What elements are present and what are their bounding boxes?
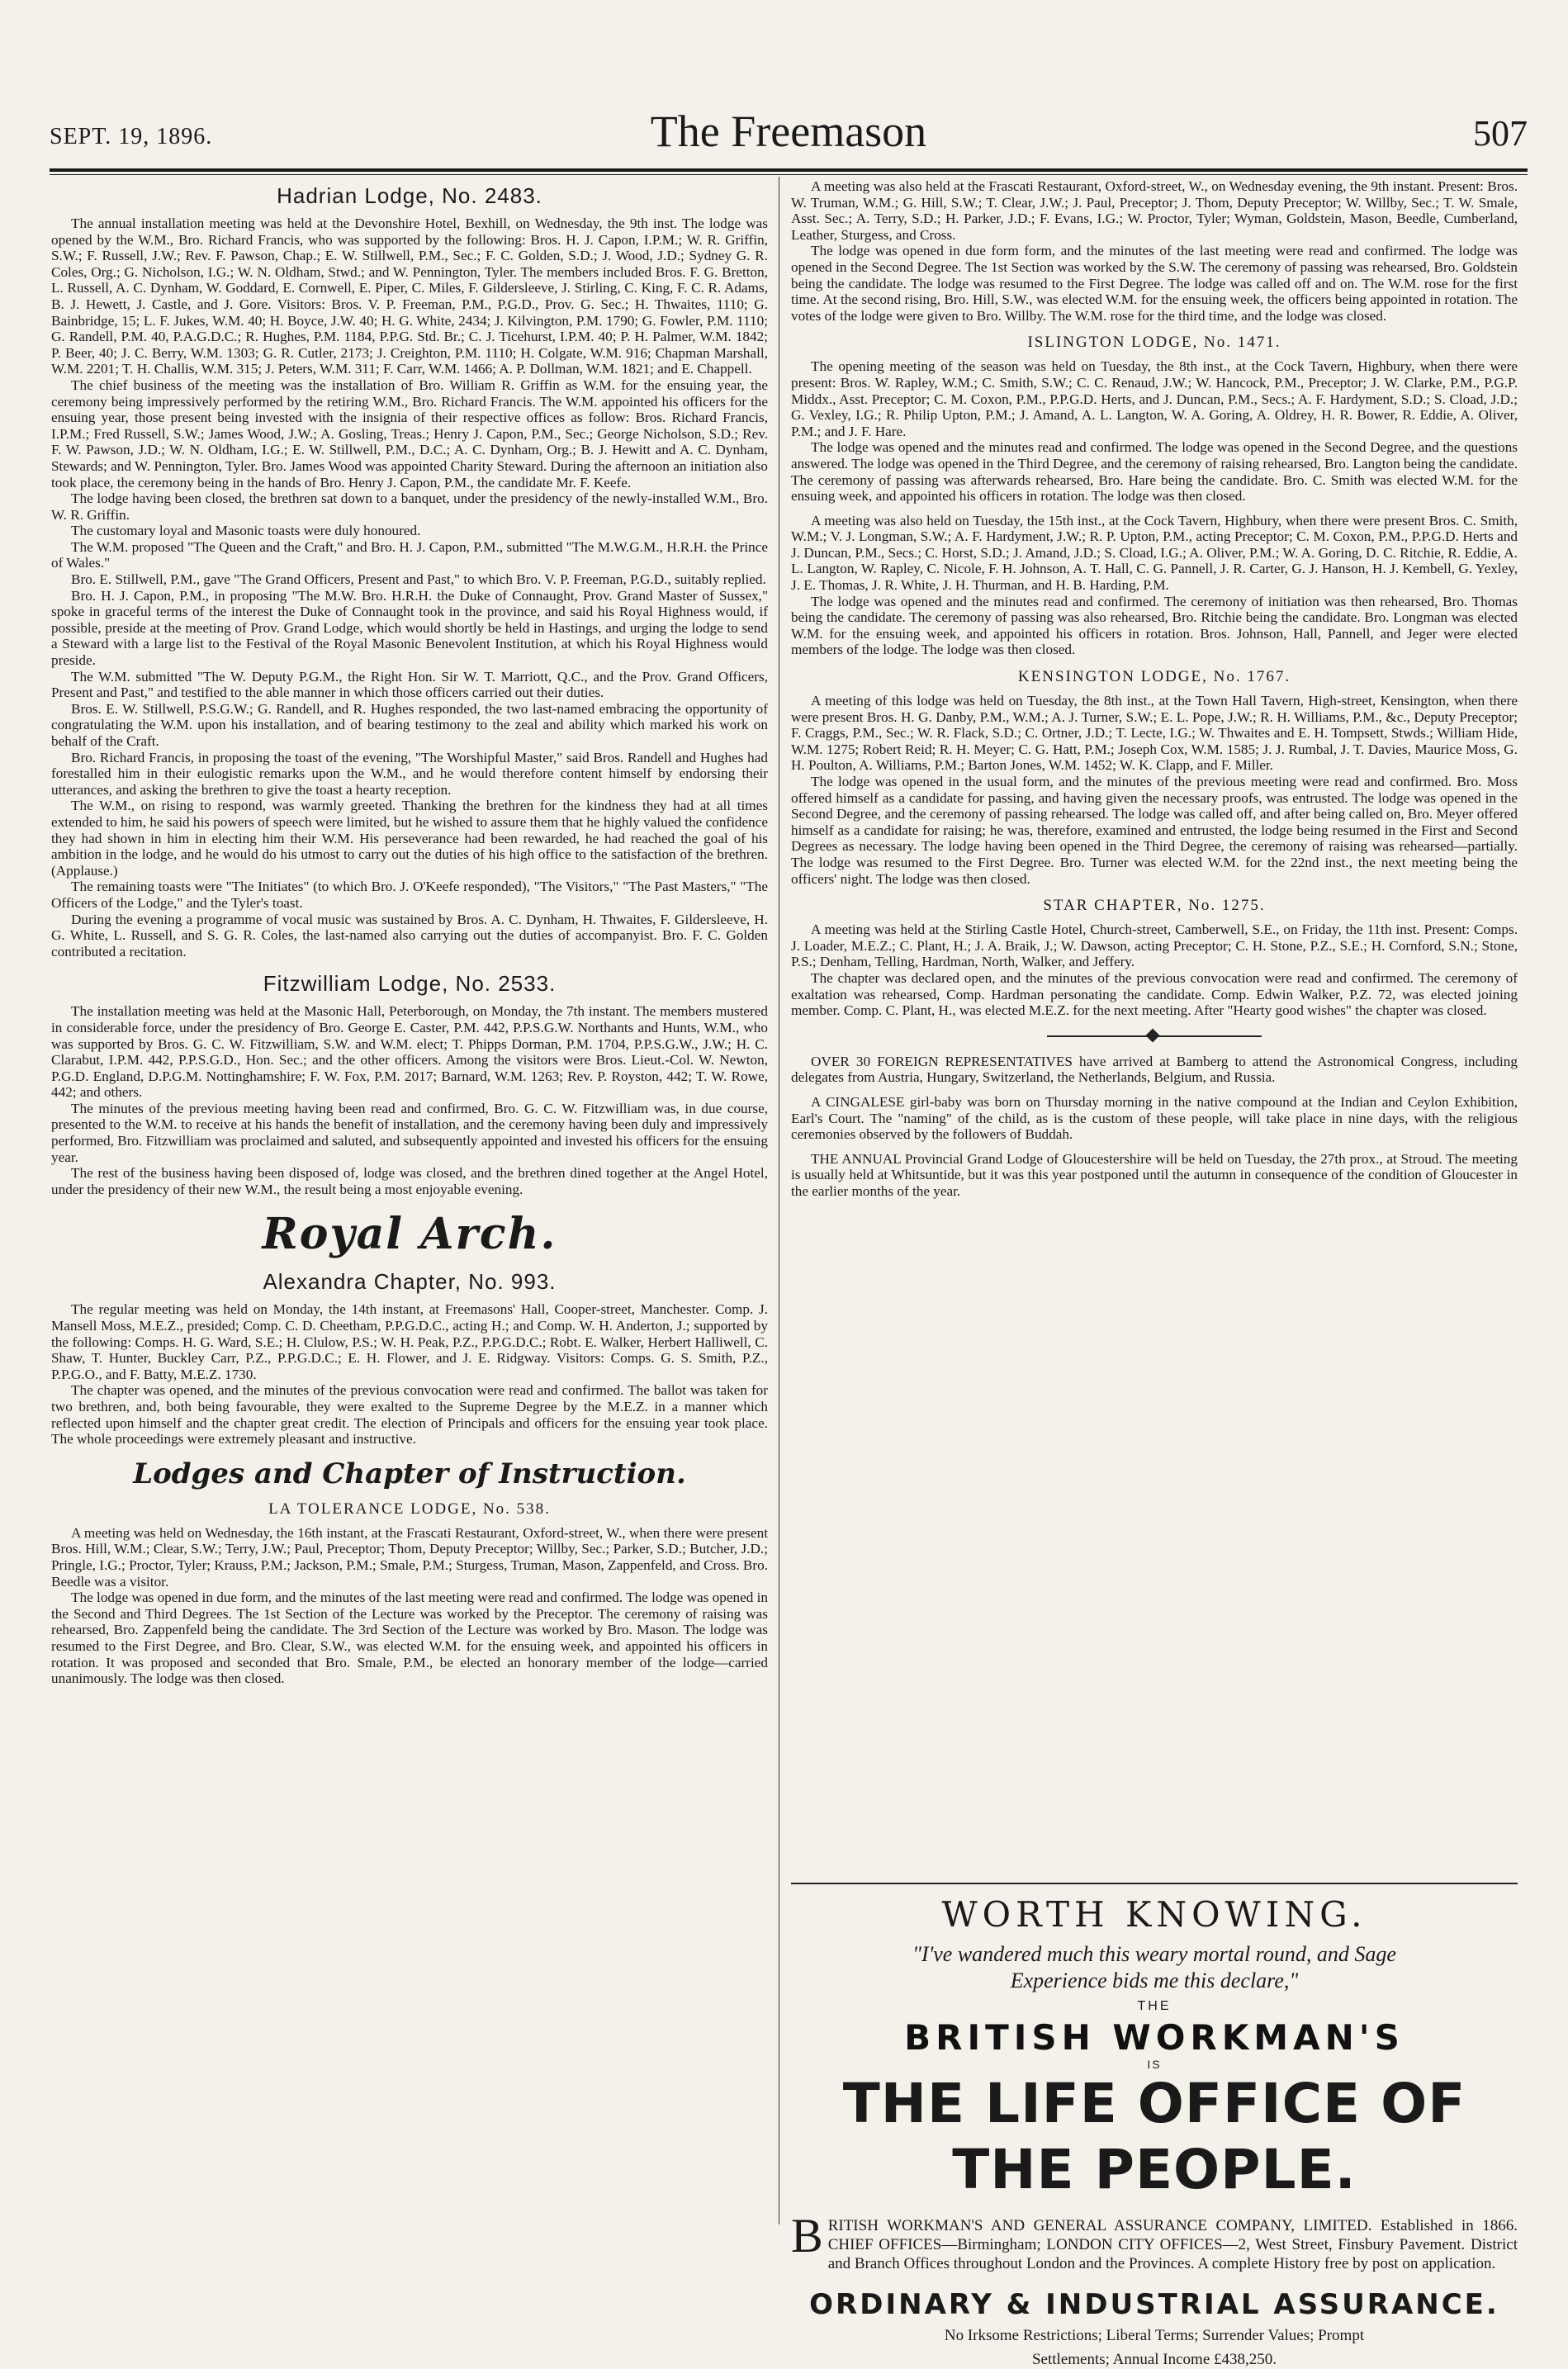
kensington-para: A meeting of this lodge was held on Tuesday, the 8th inst., at the Town Hall Tavern, High-street, Kensington, when there were present Bros. H. G. Danby, P.M., W.M.; A. J. Turner, S.W.; E. L. Pope, J.W.; R. H. Williams, P.M., &c., Deputy Preceptor; F. Craggs, P.M., Sec.; W. R. Flack, S.D.; C. Ortner, J.D.; T. Lecte, I.G.; W. Thwaites and E. H. Tompsett, Stwds.; William Hide, W.M. 1275; Robert Reid; R. H. Meyer; C. G. Hatt, P.M.; Joseph Cox, W.M. 1585; J. J. Rumbal, J. T. Davies, Maurice Moss, G. H. Poulton, A. Williams, P.M.; Barton Jones, W.M. 1452; W. K. Clapp, and F. Miller. xyxy=(791,693,1518,774)
star-heading: STAR CHAPTER, No. 1275. xyxy=(1043,897,1266,915)
islington-para: A meeting was also held on Tuesday, the 15th inst., at the Cock Tavern, Highbury, when there were present Bros. C. Smith, W.M.; V. J. Longman, S.W.; A. F. Hardyment, J.W.; R. P. Upton, P.M., acting Preceptor; C. M. Coxon, P.M., P.P.G.D. Herts and J. Duncan, P.M., Secs.; C. Horst, S.D.; J. Amand, J.D.; S. Cload, I.G.; A. Oliver, P.M.; W. A. Goring, D. C. Ritchie, R. Eddie, A. L. Langton, W. Rapley, C. Nicole, F. H. Johnson, A. T. Hall, C. G. Pannell, J. R. Carter, G. J. Hanson, H. J. Kembell, G. Yexley, J. E. Thomas, J. R. White, J. H. Thurman, and H. B. Harding, P.M. xyxy=(791,512,1518,594)
hadrian-para: The W.M. submitted "The W. Deputy P.G.M., the Right Hon. Sir W. T. Marriott, Q.C., and the Prov. Grand Officers, Present and Past," and testified to the able manner in which those officers carried out their duties. xyxy=(51,668,768,701)
news-note: THE ANNUAL Provincial Grand Lodge of Gloucestershire will be held on Tuesday, the 27th prox., at Stroud. The meeting is usually held at Whitsuntide, but it was this year postponed until the autumn in consequence of the condition of Gloucester in the earlier months of the year. xyxy=(791,1150,1518,1199)
instruction-heading: Lodges and Chapter of Instruction. xyxy=(133,1457,686,1490)
ad-footer-line: No Irksome Restrictions; Liberal Terms; Surrender Values; Prompt xyxy=(944,2327,1365,2344)
fitzwilliam-para: The minutes of the previous meeting having been read and confirmed, Bro. G. C. W. Fitzwilliam was, in due course, presented to the W.M. to receive at his hands the benefit of installation, and the ceremony having been duly and impressively performed, Bro. Fitzwilliam was proclaimed and saluted, and subsequently appointed and invested his officers for the ensuing year. xyxy=(51,1100,768,1165)
frascati-para: A meeting was also held at the Frascati Restaurant, Oxford-street, W., on Wednesday evening, the 9th instant. Present: Bros. W. Truman, W.M.; G. Hill, S.W.; T. Clear, J.W.; J. Paul, Preceptor; J. Thom, Deputy Preceptor; W. Willby, Sec.; T. W. Smale, Asst. Sec.; A. Terry, S.D.; H. Parker, J.D.; F. Evans, I.G.; W. Proctor, Tyler; Wyman, Goldstein, Mason, Beedle, Cumberland, Leather, Sturgess, and Cross. xyxy=(791,178,1518,243)
hadrian-para: The customary loyal and Masonic toasts were duly honoured. xyxy=(71,523,421,539)
alexandra-heading: Alexandra Chapter, No. 993. xyxy=(263,1269,557,1295)
news-note: A CINGALESE girl-baby was born on Thursday morning in the native compound at the Indian and Ceylon Exhibition, Earl's Court. The "naming" of the child, as is the custom of these people, will take place in nine days, with the religious ceremonies observed by the followers of Buddah. xyxy=(791,1093,1518,1143)
star-para: The chapter was declared open, and the minutes of the previous convocation were read and confirmed. The ceremony of exaltation was rehearsed, Comp. Hardman personating the candidate. Comp. Edwin Walker, P.Z. 72, was elected joining member. Comp. C. Plant, H., was elected M.E.Z. for the next meeting. After "Hearty good wishes" the chapter was closed. xyxy=(791,969,1518,1019)
star-para: A meeting was held at the Stirling Castle Hotel, Church-street, Camberwell, S.E., on Friday, the 11th inst. Present: Comps. J. Loader, M.E.Z.; C. Plant, H.; J. A. Braik, J.; W. Dawson, acting Preceptor; C. H. Stone, P.Z., S.E.; H. Cornford, S.N.; Stone, P.S.; Denham, Telling, Hardman, North, Walker, and Jeffery. xyxy=(791,922,1518,970)
hadrian-heading: Hadrian Lodge, No. 2483. xyxy=(277,183,542,208)
la-tolerance-para: The lodge was opened in due form, and the minutes of the last meeting were read and confirmed. The lodge was opened in the Second and Third Degrees. The 1st Section of the Lecture was worked by the Preceptor. The ceremony of raising was rehearsed, Bro. Zappenfeld being the candidate. The 3rd Section of the Lecture was worked by Bro. Mason. The lodge was resumed to the First Degree, and Bro. Clear, S.W., was elected W.M. for the ensuing week, and appointed his officers in rotation. It was proposed and seconded that Bro. Smale, P.M., be elected an honorary member of the lodge—carried unanimously. The lodge was then closed. xyxy=(51,1590,768,1687)
news-note: OVER 30 FOREIGN REPRESENTATIVES have arrived at Bamberg to attend the Astronomical Congress, including delegates from Austria, Hungary, Switzerland, the Netherlands, Belgium, and Russia. xyxy=(791,1053,1518,1086)
ad-company-body: RITISH WORKMAN'S AND GENERAL ASSURANCE COMPANY, LIMITED. Established in 1866. CHIEF OFFICES—Birmingham; LONDON CITY OFFICES—2, West Street, Finsbury Pavement. District and Branch Offices throughout London and the Provinces. A complete History free by post on application. xyxy=(827,2217,1518,2272)
fitzwilliam-para: The rest of the business having been disposed of, lodge was closed, and the brethren dined together at the Angel Hotel, under the presidency of their new W.M., the result being a most enjoyable evening. xyxy=(51,1165,768,1197)
hadrian-para: The remaining toasts were "The Initiates" (to which Bro. J. O'Keefe responded), "The Visitors," "The Past Masters," "The Officers of the Lodge," and the Tyler's toast. xyxy=(51,879,768,911)
masthead xyxy=(50,106,1528,163)
hadrian-para: The W.M., on rising to respond, was warmly greeted. Thanking the brethren for the kindness they had at all times extended to him, he said his powers of speech were limited, but he wished to assure them that he highly valued the confidence they had shown in him in electing him their W.M. His perseverance had been rewarded, he had reached the goal of his ambition in the lodge, and he would do his utmost to carry out the duties of his high office to the satisfaction of the brethren. (Applause.) xyxy=(51,798,768,879)
la-tolerance-heading: LA TOLERANCE LODGE, No. 538. xyxy=(268,1500,551,1518)
ad-footer-line: Settlements; Annual Income £438,250. xyxy=(1031,2351,1277,2368)
fitzwilliam-para: The installation meeting was held at the Masonic Hall, Peterborough, on Monday, the 7th instant. The members mustered in considerable force, under the presidency of Bro. George E. Caster, P.M. 442, P.P.S.G.W. Northants and Hunts, W.M., who was supported by Bros. G. C. W. Fitzwilliam, S.W. and W.M. elect; T. Phipps Dorman, P.M. 1704, P.P.S.G.W., J.W.; H. C. Clarabut, I.P.M. 442, P.P.S.G.D., Hon. Sec.; and the other officers. Among the visitors were Bros. Lieut.-Col. W. Newton, P.G.D. England, D.P.G.M. Nottinghamshire; F. W. Fox, P.M. 2017; Barnard, W.M. 1263; Rev. P. Royston, 442; T. W. Rowe, 442; and others. xyxy=(51,1003,768,1101)
islington-para: The lodge was opened and the minutes read and confirmed. The ceremony of initiation was then rehearsed, Bro. Thomas being the candidate. The ceremony of passing was also rehearsed, Bro. Ritchie being the candidate. Bro. Longman was elected W.M. for the ensuing week, and appointed his officers in rotation. Bros. Johnson, Hall, Pannell, and Jeger were elected members of the lodge. The lodge was then closed. xyxy=(791,593,1518,658)
hadrian-para: Bro. E. Stillwell, P.M., gave "The Grand Officers, Present and Past," to which Bro. V. P. Freeman, P.G.D., suitably replied. xyxy=(71,571,766,588)
ad-brand: BRITISH WORKMAN'S xyxy=(904,2017,1405,2058)
masthead-rule-thin xyxy=(50,174,1528,175)
hadrian-para: The annual installation meeting was held at the Devonshire Hotel, Bexhill, on Wednesday, the 9th inst. The lodge was opened by the W.M., Bro. Richard Francis, who was supported by the following: Bros. H. J. Capon, I.P.M.; W. R. Griffin, S.W.; F. Russell, J.W.; Rev. F. Pawson, Chap.; E. W. Stillwell, P.M., Sec.; F. C. Golden, S.D.; J. Wood, J.D.; Sydney G. R. Coles, Org.; G. Nicholson, I.G.; W. N. Oldham, Stwd.; and W. Pennington, Tyler. The members included Bros. F. G. Bretton, L. Russell, A. C. Dynham, W. Goddard, E. Cornwell, E. Piper, C. Miles, F. Gildersleeve, J. Stirling, C. King, F. C. R. Adams, B. J. Hewett, J. Castle, and J. Gore. Visitors: Bros. V. P. Freeman, P.M., P.G.D., Prov. G. Sec.; H. Thwaites, 1110; G. Bainbridge, 15; L. F. Jukes, W.M. 40; H. Boyce, J.W. 40; H. G. White, 2434; J. Kilvington, P.M. 1790; G. Fowler, P.M. 1110; G. Randell, P.M. 40, P.A.G.D.C.; R. Hughes, P.M. 1184, P.P.G. Std. Br.; C. J. Ticehurst, I.P.M. 40; P. H. Palmer, W.M. 1842; P. Beer, 40; J. C. Berry, W.M. 1303; G. R. Cutler, 2173; J. Creighton, P.M. 1110; H. Colgate, W.M. 916; Chapman Marshall, W.M. 2201; T. H. Challis, W.M. 315; J. Peters, W.M. 311; F. Carr, W.M. 1466; A. P. Dollman, W.M. 1821; and E. Chappell. xyxy=(51,216,768,377)
islington-heading: ISLINGTON LODGE, No. 1471. xyxy=(1027,334,1281,352)
ad-verse-line: "I've wandered much this weary mortal round, and Sage xyxy=(912,1942,1396,1966)
ad-the: THE xyxy=(1137,1999,1172,2013)
la-tolerance-para: A meeting was held on Wednesday, the 16th instant, at the Frascati Restaurant, Oxford-street, W., when there were present Bros. Hill, W.M.; Clear, S.W.; Terry, J.W.; Paul, Preceptor; Thom, Deputy Preceptor; Willby, Sec.; Parker, S.D.; Butcher, J.D.; Pringle, I.G.; Proctor, Tyler; Krauss, P.M.; Jackson, P.M.; Smale, P.M.; Sturgess, Truman, Mason, Zappenfeld, and Cross. Bro. Beedle was a visitor. xyxy=(51,1524,768,1590)
page-number: 507 xyxy=(1473,113,1528,154)
ad-dropcap: B xyxy=(791,2209,823,2262)
ad-verse-line: Experience bids me this declare," xyxy=(1010,1969,1299,1992)
hadrian-para: The lodge having been closed, the brethren sat down to a banquet, under the presidency of the newly-installed W.M., Bro. W. R. Griffin. xyxy=(51,490,768,523)
left-column xyxy=(51,178,768,1687)
masthead-rule xyxy=(50,168,1528,172)
ad-rule xyxy=(791,1883,1518,1884)
islington-para: The lodge was opened and the minutes read and confirmed. The lodge was opened in the Second Degree, and the questions answered. The lodge was opened in the Third Degree, and the ceremony of raising rehearsed, Bro. Langton being the candidate. The ceremony of passing was afterwards rehearsed, Bro. Hare being the candidate. Bro. C. Smith was elected W.M. for the ensuing week, and appointed his officers in rotation. The lodge was then closed. xyxy=(791,439,1518,505)
hadrian-para: The chief business of the meeting was the installation of Bro. William R. Griffin as W.M. for the ensuing year, the ceremony being impressively performed by the retiring W.M., Bro. Richard Francis. The W.M. appointed his officers for the ensuing year, those present being invested with the insignia of their respective offices as follow: Bros. Richard Francis, I.P.M.; Fred Russell, S.W.; James Wood, J.W.; A. Gosling, Treas.; Henry J. Capon, P.M., Sec.; George Nicholson, S.D.; Rev. F. W. Pawson, J.D.; W. N. Oldham, I.G.; E. W. Stillwell, P.M., D.C.; A. C. Dynham, Org.; B. J. Hewitt and A. C. Dynham, Stewards; and W. Pennington, Tyler. Bro. James Wood was appointed Charity Steward. During the afternoon an initiation also took place, the ceremony being in the hands of Bro. Henry J. Capon, P.M., the candidate Mr. F. Keefe. xyxy=(51,377,768,490)
right-column xyxy=(791,178,1518,1199)
hadrian-para: Bro. Richard Francis, in proposing the toast of the evening, "The Worshipful Master," said Bros. Randell and Hughes had forestalled him in their eulogistic remarks upon the W.M., and he would therefore content himself by endorsing their utterances, and asking the brethren to give the toast a hearty reception. xyxy=(51,749,768,798)
publication-title: The Freemason xyxy=(650,107,927,156)
frascati-para: The lodge was opened in due form form, and the minutes of the last meeting were read and confirmed. The lodge was opened in the Second Degree. The 1st Section was worked by the S.W. The ceremony of passing was rehearsed, Bro. Goldstein being the candidate. The lodge was resumed to the First Degree. The lodge was called off and on. The W.M. rose for the first time. At the second rising, Bro. Hill, S.W., was elected W.M. for the ensuing week, the officers being appointed in rotation. The votes of the lodge were given to Bro. Willby. The W.M. rose for the third time, and the lodge was closed. xyxy=(791,243,1518,324)
alexandra-para: The regular meeting was held on Monday, the 14th instant, at Freemasons' Hall, Cooper-street, Manchester. Comp. J. Mansell Moss, M.E.Z., presided; Comp. C. D. Cheetham, P.P.G.D.C., acting H.; and Comp. W. H. Anderton, J.; supported by the following: Comps. H. G. Ward, S.E.; H. Clulow, P.S.; W. H. Peak, P.Z., P.P.G.D.C.; Robt. E. Walker, Herbert Halliwell, C. Shaw, T. Hunter, Buckley Carr, P.Z., P.P.G.D.C.; E. H. Flower, and J. E. Ridgway. Visitors: Comps. G. S. Smith, P.Z., P.P.G.O., and F. Batty, M.E.Z. 1730. xyxy=(51,1301,768,1382)
hadrian-para: Bros. E. W. Stillwell, P.S.G.W.; G. Randell, and R. Hughes responded, the two last-named embracing the opportunity of congratulating the W.M. upon his installation, and of bearing testimony to the zeal and ability which marked his work on behalf of the Craft. xyxy=(51,700,768,749)
hadrian-para: The W.M. proposed "The Queen and the Craft," and Bro. H. J. Capon, P.M., submitted "The M.W.G.M., H.R.H. the Prince of Wales." xyxy=(51,538,768,571)
kensington-heading: KENSINGTON LODGE, No. 1767. xyxy=(1017,668,1291,686)
alexandra-para: The chapter was opened, and the minutes of the previous convocation were read and confirmed. The ballot was taken for two brethren, and, both being favourable, they were exalted to the Supreme Degree by the M.E.Z. in a manner which reflected upon himself and the chapter great credit. The election of Principals and officers for the ensuing year took place. The whole proceedings were extremely pleasant and instructive. xyxy=(51,1382,768,1447)
advertisement xyxy=(791,1883,1518,2369)
ad-company-text xyxy=(791,2209,1518,2273)
hadrian-para: During the evening a programme of vocal music was sustained by Bros. A. C. Dynham, H. Thwaites, F. Gildersleeve, H. G. White, L. Russell, and S. G. R. Coles, the last-named also carrying out the duties of accompanyist. Bro. F. C. Golden contributed a recitation. xyxy=(51,911,768,959)
ad-tagline: THE LIFE OFFICE OF THE PEOPLE. xyxy=(842,2072,1466,2201)
ad-headline: WORTH KNOWING. xyxy=(941,1894,1367,1935)
royal-arch-heading: Royal Arch. xyxy=(262,1209,557,1260)
ad-is: IS xyxy=(1147,2058,1162,2071)
section-separator xyxy=(1047,1031,1262,1042)
kensington-para: The lodge was opened in the usual form, and the minutes of the previous meeting were read and confirmed. Bro. Moss offered himself as a candidate for passing, and having given the necessary proofs, was entrusted. The lodge was opened in the Second Degree, and the ceremony of passing rehearsed. The lodge was called off, and after being called on, Bro. Meyer offered himself as a candidate for raising; he was, therefore, examined and entrusted, the lodge being resumed in the First and Second Degrees as necessary. The lodge having been opened in the Third Degree, the ceremony of raising was rehearsed—partially. The lodge was resumed to the First Degree. Bro. Turner was elected W.M. for the 22nd inst., the next meeting being the officers' night. The lodge was then closed. xyxy=(791,774,1518,887)
islington-para: The opening meeting of the season was held on Tuesday, the 8th inst., at the Cock Tavern, Highbury, when there were present: Bros. W. Rapley, W.M.; C. Smith, S.W.; C. C. Renaud, J.W.; W. Hancock, P.M., Preceptor; J. W. Clarke, P.M., P.G.P. Middx., Asst. Preceptor; C. M. Coxon, P.M., P.P.G.D. Herts, and J. Duncan, P.M., Secs.; A. F. Hardyment, S.D.; S. Cload, J.D.; G. Vexley, I.G.; R. Philip Upton, P.M.; J. Amand, A. L. Langton, W. A. Goring, A. Oldrey, H. R. Bower, R. Eddie, A. Oliver, P.M.; and J. F. Hare. xyxy=(791,358,1518,439)
ad-product: ORDINARY & INDUSTRIAL ASSURANCE. xyxy=(809,2288,1499,2321)
fitzwilliam-heading: Fitzwilliam Lodge, No. 2533. xyxy=(263,971,557,997)
issue-date: SEPT. 19, 1896. xyxy=(50,124,213,149)
hadrian-para: Bro. H. J. Capon, P.M., in proposing "The M.W. Bro. H.R.H. the Duke of Connaught, Prov. Grand Master of Sussex," spoke in graceful terms of the interest the Duke of Connaught took in the province, and said his Royal Highness would, if possible, preside at the meeting of Prov. Grand Lodge, which would shortly be held in Hastings, and urging the lodge to send a Steward with a large list to the Festival of the Royal Masonic Benevolent Institution, at which his Royal Highness would preside. xyxy=(51,587,768,669)
